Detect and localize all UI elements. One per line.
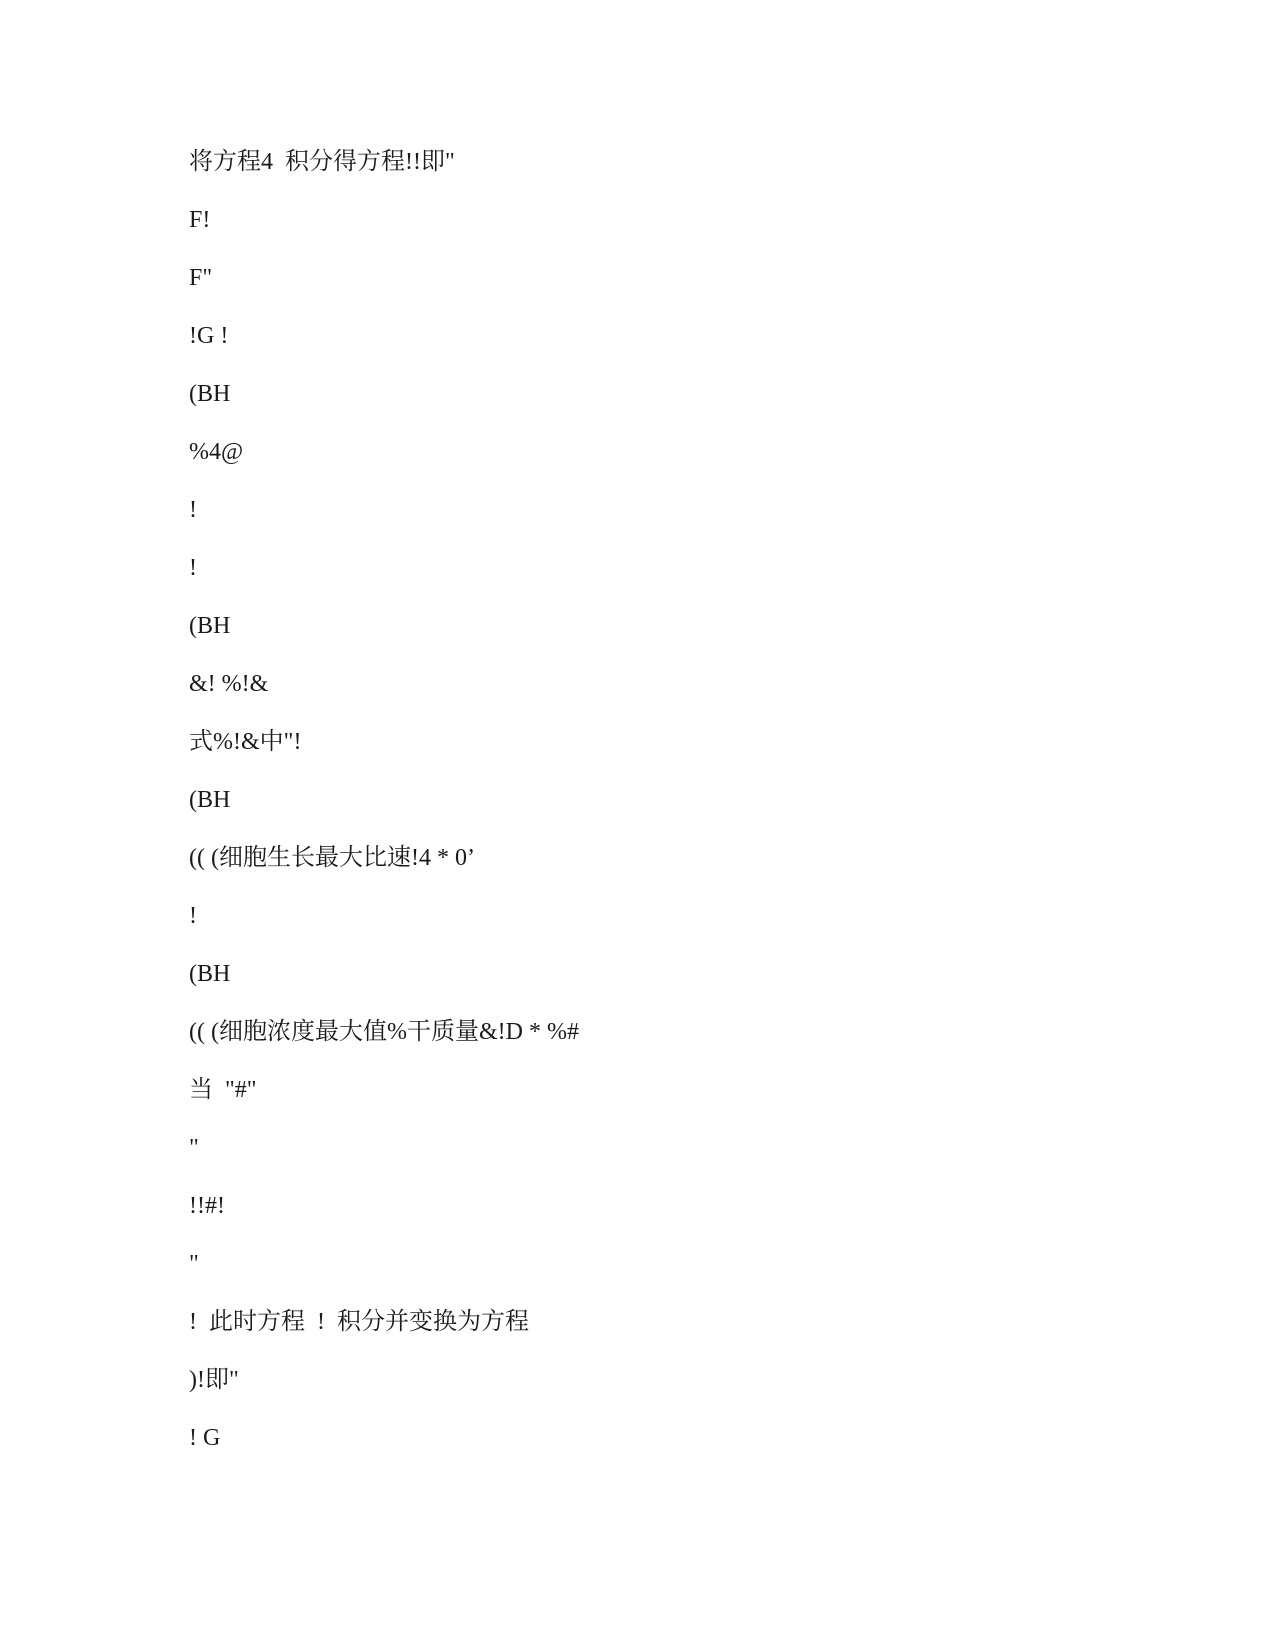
text-line: 式%!&中"! [189, 729, 302, 755]
text-line: " [189, 1135, 199, 1161]
text-line: !!#! [189, 1193, 225, 1219]
text-line: 将方程4 积分得方程!!即" [189, 149, 455, 175]
text-line: &! %!& [189, 671, 269, 697]
text-line: )!即" [189, 1367, 239, 1393]
text-line: F! [189, 207, 211, 233]
text-line: F" [189, 265, 213, 291]
text-line: ! G [189, 1425, 221, 1451]
document-text-lines [189, 143, 579, 1477]
text-line: (BH [189, 381, 231, 407]
text-line: ! [189, 903, 197, 929]
text-line: ! [189, 497, 197, 523]
text-line: ! [189, 555, 197, 581]
text-line: 当 "#" [189, 1077, 257, 1103]
text-line: !G ! [189, 323, 229, 349]
text-line: ! 此时方程 ! 积分并变换为方程 [189, 1309, 529, 1335]
text-line: " [189, 1251, 199, 1277]
text-line: %4@ [189, 439, 244, 465]
text-line: (BH [189, 613, 231, 639]
text-line: (( (细胞生长最大比速!4 * 0’ [189, 845, 475, 871]
text-line: (BH [189, 787, 231, 813]
text-line: (( (细胞浓度最大值%干质量&!D * %# [189, 1019, 579, 1045]
text-line: (BH [189, 961, 231, 987]
